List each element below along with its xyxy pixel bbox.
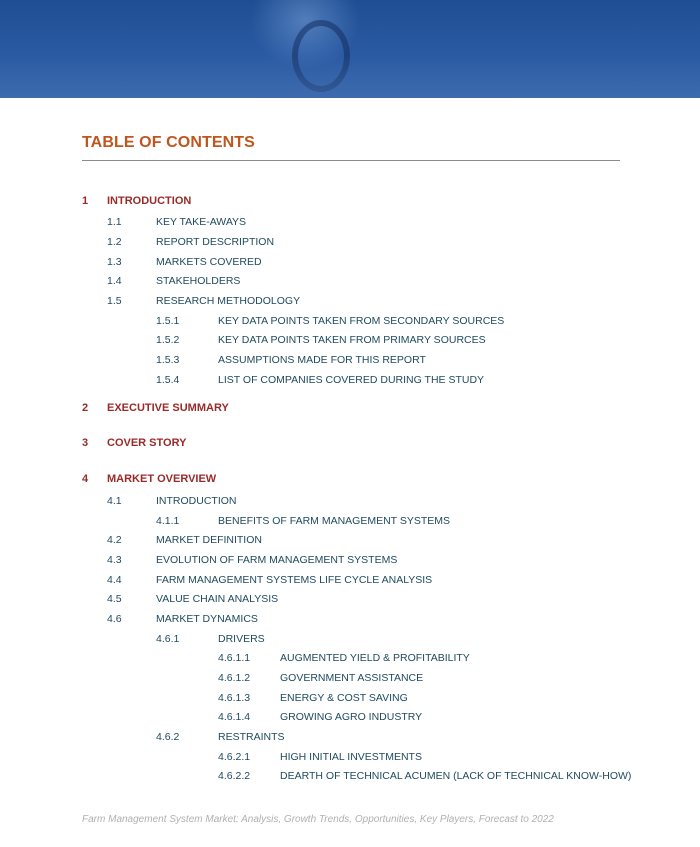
toc-entry-number: 4.6.2.2 xyxy=(218,770,251,782)
toc-entry-label: GROWING AGRO INDUSTRY xyxy=(280,711,423,723)
toc-entry-number: 1.1 xyxy=(107,216,122,228)
toc-entry-number: 4.6.2.1 xyxy=(218,751,251,763)
toc-entry-number: 4.6.1 xyxy=(156,633,180,645)
toc-entry-number: 1.5.1 xyxy=(156,315,180,327)
toc-entry-label: VALUE CHAIN ANALYSIS xyxy=(156,593,279,605)
toc-entry-label: INTRODUCTION xyxy=(156,495,237,507)
toc-entry-number: 1.5.4 xyxy=(156,374,180,386)
toc-entry-label: MARKET DYNAMICS xyxy=(156,613,258,625)
toc-entry-label: MARKET DEFINITION xyxy=(156,534,262,546)
toc-entry-label: MARKET OVERVIEW xyxy=(107,473,217,485)
toc-entry-number: 4.6.1.1 xyxy=(218,652,251,664)
toc-entry-label: INTRODUCTION xyxy=(107,195,192,207)
toc-entry-number: 1.2 xyxy=(107,236,122,248)
toc-entry-label: MARKETS COVERED xyxy=(156,256,262,268)
toc-entry-label: FARM MANAGEMENT SYSTEMS LIFE CYCLE ANALYSIS xyxy=(156,574,433,586)
toc-entry-number: 4 xyxy=(82,473,89,485)
toc-entry-number: 1.4 xyxy=(107,275,122,287)
toc-entry-number: 1.5.3 xyxy=(156,354,180,366)
toc-entry-label: ASSUMPTIONS MADE FOR THIS REPORT xyxy=(218,354,426,366)
toc-entry-label: BENEFITS OF FARM MANAGEMENT SYSTEMS xyxy=(218,515,450,527)
toc-entry-number: 4.6 xyxy=(107,613,122,625)
toc-entry-label: DEARTH OF TECHNICAL ACUMEN (LACK OF TECHNICAL KNOW-HOW) xyxy=(280,770,632,782)
header-banner xyxy=(0,0,700,98)
toc-entry-label: KEY DATA POINTS TAKEN FROM PRIMARY SOURCES xyxy=(218,334,486,346)
toc-entry-label: RESEARCH METHODOLOGY xyxy=(156,295,301,307)
toc-entry-label: KEY DATA POINTS TAKEN FROM SECONDARY SOURCES xyxy=(218,315,505,327)
toc-entry-number: 4.4 xyxy=(107,574,122,586)
toc-entry-label: GOVERNMENT ASSISTANCE xyxy=(280,672,424,684)
title-divider xyxy=(82,160,620,161)
toc-entry-number: 1.5.2 xyxy=(156,334,180,346)
toc-entry-label: RESTRAINTS xyxy=(218,731,285,743)
toc-entry-number: 4.3 xyxy=(107,554,122,566)
page-footer: Farm Management System Market: Analysis, Growth Trends, Opportunities, Key Players, Forecast to 2022 xyxy=(82,814,554,825)
toc-entry-number: 4.6.1.3 xyxy=(218,692,251,704)
toc-title: TABLE OF CONTENTS xyxy=(82,134,255,151)
toc-entry-label: COVER STORY xyxy=(107,437,187,449)
toc-entry-number: 1 xyxy=(82,195,89,207)
toc-entry-label: DRIVERS xyxy=(218,633,265,645)
toc-entry-label: REPORT DESCRIPTION xyxy=(156,236,275,248)
toc-entry-label: AUGMENTED YIELD & PROFITABILITY xyxy=(280,652,470,664)
toc-entry-number: 4.6.2 xyxy=(156,731,180,743)
toc-entry-label: STAKEHOLDERS xyxy=(156,275,241,287)
toc-entry-label: LIST OF COMPANIES COVERED DURING THE STUDY xyxy=(218,374,485,386)
toc-entry-label: EVOLUTION OF FARM MANAGEMENT SYSTEMS xyxy=(156,554,398,566)
toc-entry-number: 1.3 xyxy=(107,256,122,268)
toc-entry-number: 1.5 xyxy=(107,295,122,307)
toc-entry-number: 4.1.1 xyxy=(156,515,180,527)
toc-entry-label: EXECUTIVE SUMMARY xyxy=(107,402,229,414)
toc-entry-label: HIGH INITIAL INVESTMENTS xyxy=(280,751,422,763)
toc-entry-number: 3 xyxy=(82,437,89,449)
toc-entry-number: 4.6.1.4 xyxy=(218,711,251,723)
banner-mist xyxy=(0,55,700,98)
toc-entry-number: 4.5 xyxy=(107,593,122,605)
toc-entry-label: KEY TAKE-AWAYS xyxy=(156,216,247,228)
toc-entry-number: 4.1 xyxy=(107,495,122,507)
toc-entry-number: 2 xyxy=(82,402,89,414)
toc-entry-number: 4.6.1.2 xyxy=(218,672,251,684)
toc-entry-number: 4.2 xyxy=(107,534,122,546)
toc-entry-label: ENERGY & COST SAVING xyxy=(280,692,408,704)
